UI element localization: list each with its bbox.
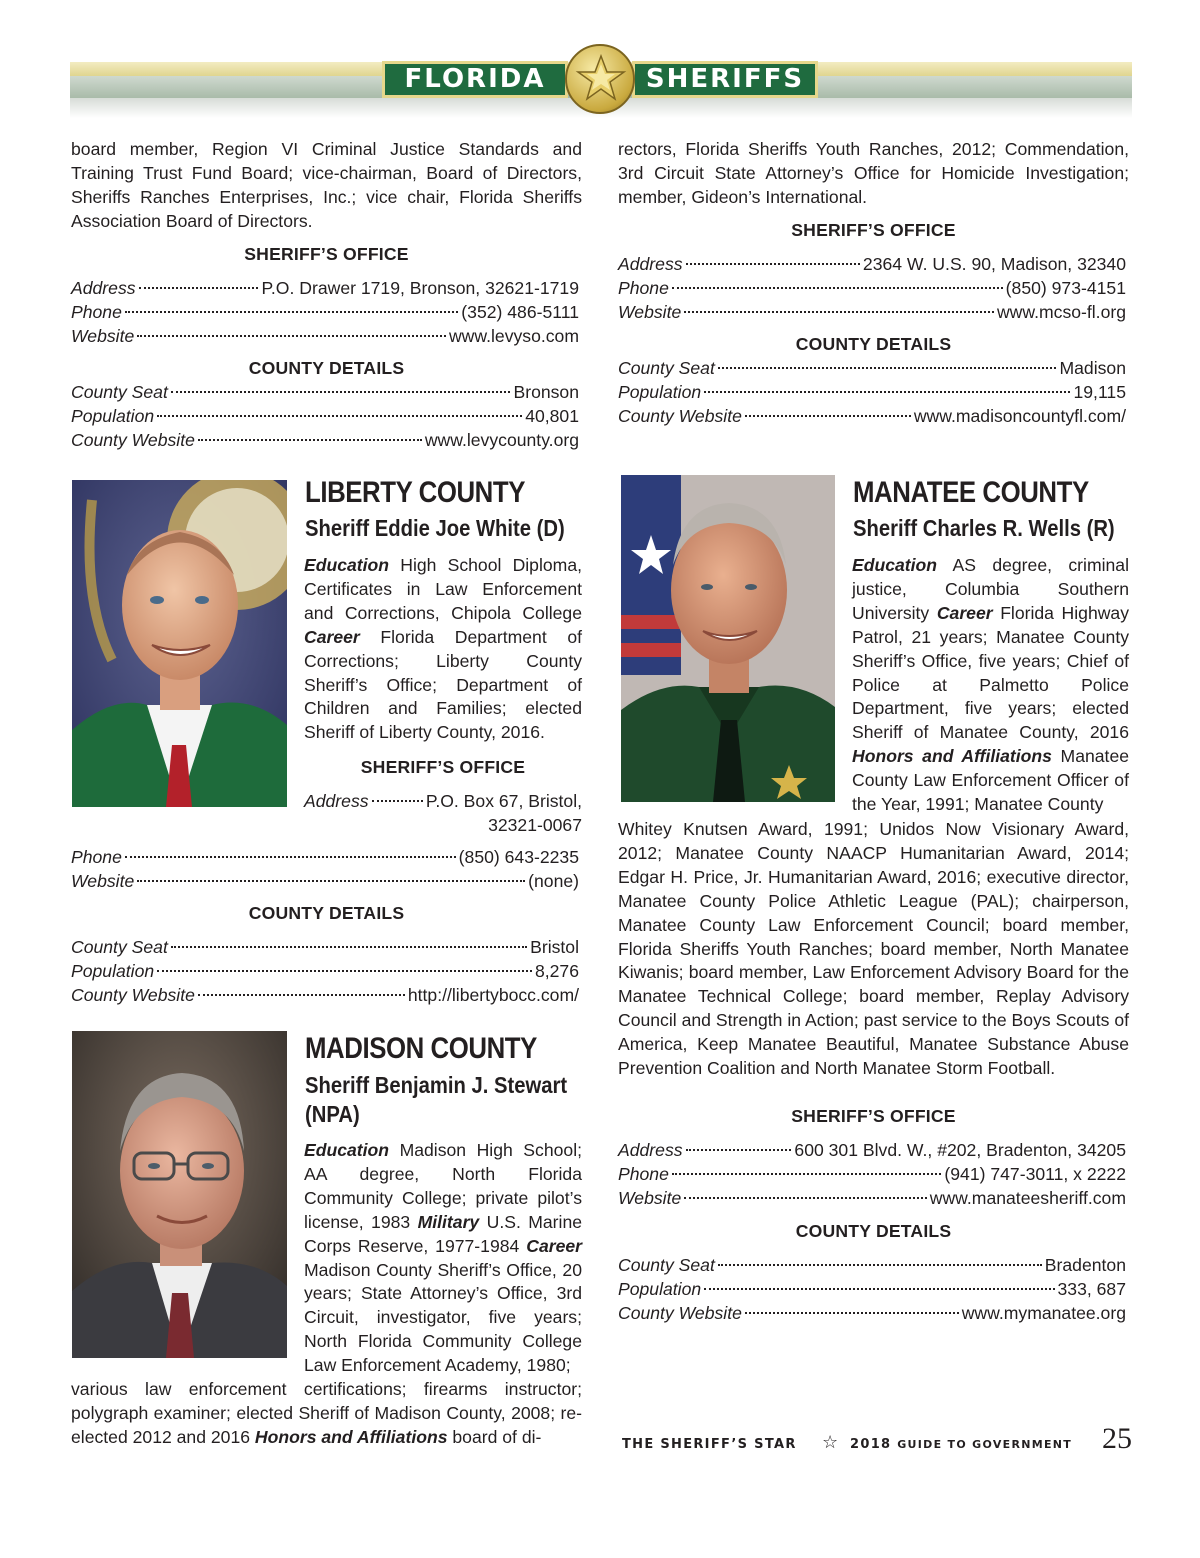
phone-value: (850) 973-4151 <box>1005 278 1126 298</box>
website-link[interactable]: www.manateesheriff.com <box>929 1188 1126 1208</box>
career-label: Career <box>304 626 360 647</box>
honors-text-start: board of di- <box>452 1426 542 1447</box>
masthead-sheriffs: SHERIFFS <box>632 61 818 98</box>
career-text-continued: various law enforcement certifications; firearms instructor; polygraph examiner; elected Sheriff of Madison County, 2008; re-elected 2012 and 2016 <box>71 1379 582 1447</box>
liberty-website-row <box>71 869 579 893</box>
manatee-bio <box>852 554 1129 817</box>
website-link[interactable]: www.mcso-fl.org <box>996 302 1126 322</box>
madison-county-website-row <box>618 404 1126 428</box>
madison-sheriff-name: Sheriff Benjamin J. Stewart <box>305 1072 568 1098</box>
address-label: Address <box>71 278 136 298</box>
county-website-link[interactable]: http://libertybocc.com/ <box>407 985 579 1005</box>
website-label: Website <box>71 326 135 346</box>
phone-label: Phone <box>71 302 122 322</box>
manatee-website-row <box>618 1186 1126 1210</box>
population-label: Population <box>618 382 702 402</box>
address-value: P.O. Box 67, Bristol, <box>425 791 582 811</box>
levy-address-row <box>71 276 579 300</box>
liberty-phone-row <box>71 845 579 869</box>
liberty-county-website-row <box>71 983 579 1007</box>
career-text: Florida Department of Corrections; Liberty County Sheriff’s Office; Department of Children and Families; elected Sheriff of Liberty County, 2016. <box>304 626 582 743</box>
seat-label: County Seat <box>618 1255 715 1275</box>
population-label: Population <box>71 961 155 981</box>
website-value: (none) <box>528 871 579 891</box>
liberty-sheriff-photo <box>72 480 287 807</box>
phone-value: (352) 486-5111 <box>461 302 579 322</box>
manatee-seat-row <box>618 1253 1126 1277</box>
manatee-county-website-row <box>618 1301 1126 1325</box>
county-website-label: County Website <box>618 1303 742 1323</box>
levy-county-heading: COUNTY DETAILS <box>248 358 405 378</box>
county-website-link[interactable]: www.mymanatee.org <box>961 1303 1126 1323</box>
education-label: Education <box>304 555 390 575</box>
gold-star-icon <box>565 44 635 114</box>
county-website-label: County Website <box>71 430 195 450</box>
county-website-label: County Website <box>71 985 195 1005</box>
publication-name: THE SHERIFF’S STAR <box>622 1437 797 1452</box>
website-label: Website <box>618 302 682 322</box>
levy-county-website-row <box>71 428 579 452</box>
liberty-population-row <box>71 959 579 983</box>
address-label: Address <box>304 791 369 811</box>
madison-county-title: MADISON COUNTY <box>305 1032 537 1065</box>
manatee-county-title: MANATEE COUNTY <box>853 476 1089 509</box>
population-value: 19,115 <box>1073 382 1126 402</box>
liberty-sheriff-name: Sheriff Eddie Joe White (D) <box>305 515 565 541</box>
phone-value: (941) 747-3011, x 2222 <box>944 1164 1126 1184</box>
madison-bio <box>304 1139 582 1378</box>
madison-seat-row <box>618 356 1126 380</box>
seat-label: County Seat <box>71 937 168 957</box>
madison-office-heading: SHERIFF’S OFFICE <box>791 220 956 240</box>
levy-seat-row <box>71 380 579 404</box>
liberty-seat-row <box>71 935 579 959</box>
liberty-bio <box>304 554 582 745</box>
county-website-label: County Website <box>618 406 742 426</box>
education-label: Education <box>304 1140 390 1160</box>
seat-value: Bronson <box>513 382 579 402</box>
liberty-county-title: LIBERTY COUNTY <box>305 476 525 509</box>
honors-label: Honors and Affiliations <box>254 1426 448 1447</box>
career-label: Career <box>526 1235 582 1256</box>
manatee-phone-row <box>618 1162 1126 1186</box>
madison-address-row <box>618 252 1126 276</box>
population-value: 333, 687 <box>1057 1279 1126 1299</box>
seat-value: Bristol <box>530 937 579 957</box>
education-text: Madison High School; AA degree, North Florida Community College; private pilot’s license, 1983 <box>304 1140 582 1232</box>
footer-year: 2018 <box>850 1437 892 1452</box>
career-label: Career <box>936 602 993 623</box>
website-link[interactable]: www.levyso.com <box>448 326 579 346</box>
honors-text: Manatee County Law Enforcement Officer of the Year, 1991; Manatee County <box>852 746 1130 815</box>
madison-county-heading: COUNTY DETAILS <box>795 334 952 354</box>
address-value: 2364 W. U.S. 90, Madison, 32340 <box>862 254 1126 274</box>
population-value: 8,276 <box>534 961 579 981</box>
footer-text <box>622 1437 797 1452</box>
manatee-bio-continued: Whitey Knutsen Award, 1991; Unidos Now Visionary Award, 2012; Manatee County NAACP Humanitarian Award, 2014; Edgar H. Price, Jr. Humanitarian Award, 2016; executive director, Manatee County Police Athletic League (PAL); chairperson, Manatee County Law Enforcement Council; board member, Florida Sheriffs Youth Ranches; board member, North Manatee Kiwanis; board member, Law Enforcement Advisory Board for the Manatee Technical College; board member, Replay Advisory Council and Strength in Action; past service to the Boys Scouts of America, Keep Manatee Beautiful, Manatee Substance Abuse Prevention Coalition and North Manatee Storm Football. <box>618 819 1129 1079</box>
manatee-office-heading: SHERIFF’S OFFICE <box>791 1106 956 1126</box>
phone-label: Phone <box>618 278 669 298</box>
madison-honors-continued: rectors, Florida Sheriffs Youth Ranches, 2012; Commendation, 3rd Circuit State Attorney’s Office for Homicide Investigation; member, Gideon’s International. <box>618 139 1129 207</box>
phone-value: (850) 643-2235 <box>458 847 579 867</box>
manatee-population-row <box>618 1277 1126 1301</box>
manatee-address-row <box>618 1138 1126 1162</box>
address-label: Address <box>618 1140 683 1160</box>
population-label: Population <box>71 406 155 426</box>
military-label: Military <box>417 1211 480 1232</box>
levy-website-row <box>71 324 579 348</box>
page-footer <box>622 1422 1132 1462</box>
military-text: U.S. Marine Corps Reserve, 1977-1984 <box>304 1211 583 1256</box>
phone-label: Phone <box>71 847 122 867</box>
address-label: Address <box>618 254 683 274</box>
population-label: Population <box>618 1279 702 1299</box>
liberty-address-cont: 32321-0067 <box>488 815 582 835</box>
liberty-county-heading: COUNTY DETAILS <box>248 903 405 923</box>
footer-guide-title: GUIDE TO GOVERNMENT <box>897 1438 1073 1451</box>
manatee-sheriff-name: Sheriff Charles R. Wells (R) <box>853 515 1115 541</box>
address-value: P.O. Drawer 1719, Bronson, 32621-1719 <box>261 278 579 298</box>
madison-phone-row <box>618 276 1126 300</box>
levy-office-heading: SHERIFF’S OFFICE <box>244 244 409 264</box>
address-value: 600 301 Blvd. W., #202, Bradenton, 34205 <box>794 1140 1126 1160</box>
madison-bio-continued <box>71 1378 582 1450</box>
masthead-florida: FLORIDA <box>382 61 568 98</box>
seat-value: Madison <box>1059 358 1126 378</box>
page-number: 25 <box>1102 1422 1132 1455</box>
masthead-banner <box>70 58 1132 118</box>
manatee-county-heading: COUNTY DETAILS <box>795 1221 952 1241</box>
manatee-sheriff-photo <box>621 475 835 802</box>
footer-guide <box>850 1437 1072 1452</box>
education-label: Education <box>852 555 938 575</box>
phone-label: Phone <box>618 1164 669 1184</box>
seat-label: County Seat <box>618 358 715 378</box>
career-text: Madison County Sheriff’s Office, 20 years; State Attorney’s Office, 3rd Circuit, investigator, five years; North Florida Community College Law Enforcement Academy, 1980; <box>304 1259 582 1376</box>
levy-population-row <box>71 404 579 428</box>
county-website-link[interactable]: www.levycounty.org <box>424 430 579 450</box>
website-label: Website <box>71 871 135 891</box>
liberty-office-heading: SHERIFF’S OFFICE <box>360 757 526 777</box>
career-text: Florida Highway Patrol, 21 years; Manatee County Sheriff’s Office, five years; Chief of Police at Palmetto Police Department, five years; elected Sheriff of Manatee County, 2016 <box>852 602 1130 743</box>
liberty-address-row <box>304 789 582 813</box>
seat-label: County Seat <box>71 382 168 402</box>
education-text: AS degree, criminal justice, Columbia Southern University <box>852 555 1129 623</box>
levy-bio-continued: board member, Region VI Criminal Justice Standards and Training Trust Fund Board; vice-chairman, Board of Directors, Sheriffs Ranches Enterprises, Inc.; vice chair, Florida Sheriffs Association Board of Directors. <box>71 139 582 231</box>
population-value: 40,801 <box>525 406 579 426</box>
website-label: Website <box>618 1188 682 1208</box>
madison-sheriff-photo <box>72 1031 287 1358</box>
madison-website-row <box>618 300 1126 324</box>
seat-value: Bradenton <box>1044 1255 1126 1275</box>
madison-population-row <box>618 380 1126 404</box>
county-website-link[interactable]: www.madisoncountyfl.com/ <box>913 406 1126 426</box>
footer-star-icon: ☆ <box>822 1432 839 1452</box>
levy-phone-row <box>71 300 579 324</box>
madison-sheriff-party: (NPA) <box>305 1101 360 1127</box>
honors-label: Honors and Affiliations <box>852 746 1052 767</box>
education-text: High School Diploma, Certificates in Law Enforcement and Corrections, Chipola College <box>304 555 582 623</box>
